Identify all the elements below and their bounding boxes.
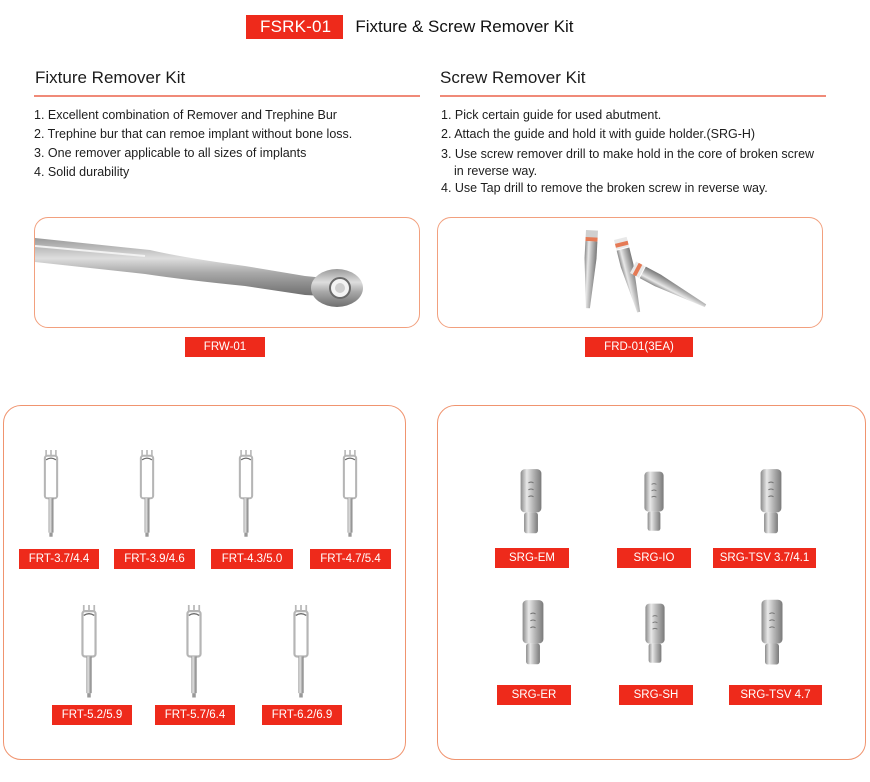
trephine-bur-image (183, 605, 205, 701)
fixture-kit-heading: Fixture Remover Kit (35, 68, 186, 87)
trephine-bur-image (290, 605, 312, 701)
remover-drills-image (438, 218, 823, 328)
screw-guide-image (518, 467, 544, 537)
product-label-frd: FRD-01(3EA) (585, 337, 693, 357)
feature-item: 3. Use screw remover drill to make hold in the core of broken screw (441, 147, 815, 161)
screw-guide-image (758, 598, 786, 668)
drills-photo-frame (437, 217, 823, 328)
trephine-bur-image (78, 605, 100, 701)
screw-kit-features (441, 106, 814, 198)
product-label-srg: SRG-ER (497, 685, 571, 705)
product-title: Fixture & Screw Remover Kit (355, 17, 574, 36)
fixture-kit-divider (34, 95, 420, 97)
product-label-frt: FRT-5.2/5.9 (52, 705, 132, 725)
feature-item: 4. Use Tap drill to remove the broken screw in reverse way. (441, 181, 768, 195)
trephine-bur-image (137, 450, 157, 540)
page-title (246, 14, 574, 40)
product-label-frt: FRT-4.7/5.4 (310, 549, 391, 569)
screw-guide-image (758, 467, 784, 537)
product-label-frt: FRT-3.7/4.4 (19, 549, 99, 569)
feature-item: 1. Excellent combination of Remover and Trephine Bur (34, 108, 337, 122)
product-label-frt: FRT-3.9/4.6 (114, 549, 195, 569)
product-label-frt: FRT-6.2/6.9 (262, 705, 342, 725)
feature-item: 3. One remover applicable to all sizes of implants (34, 146, 307, 160)
product-label-frw: FRW-01 (185, 337, 265, 357)
feature-item: 2. Trephine bur that can remoe implant without bone loss. (34, 127, 353, 141)
product-label-frt: FRT-5.7/6.4 (155, 705, 235, 725)
feature-item: 2. Attach the guide and hold it with guide holder.(SRG-H) (441, 127, 756, 141)
screw-guide-image (643, 600, 667, 668)
product-label-srg: SRG-EM (495, 548, 569, 568)
feature-item-continued: in reverse way. (454, 164, 538, 178)
product-label-frt: FRT-4.3/5.0 (211, 549, 293, 569)
wrench-photo-frame (34, 217, 420, 328)
screw-guide-image (520, 598, 546, 668)
feature-item: 1. Pick certain guide for used abutment. (441, 108, 662, 122)
fixture-kit-features (34, 106, 352, 182)
trephine-bur-image (41, 450, 61, 540)
screw-kit-heading: Screw Remover Kit (440, 68, 586, 87)
ratchet-wrench-image (35, 218, 420, 328)
trephine-bur-image (236, 450, 256, 540)
screw-guide-panel (437, 405, 866, 760)
product-label-srg: SRG-TSV 3.7/4.1 (713, 548, 816, 568)
screw-guide-image (642, 467, 666, 537)
product-label-srg: SRG-TSV 4.7 (729, 685, 822, 705)
product-code-badge: FSRK-01 (246, 15, 343, 39)
screw-kit-divider (440, 95, 826, 97)
feature-item: 4. Solid durability (34, 165, 130, 179)
trephine-bur-image (340, 450, 360, 540)
product-label-srg: SRG-IO (617, 548, 691, 568)
product-label-srg: SRG-SH (619, 685, 693, 705)
